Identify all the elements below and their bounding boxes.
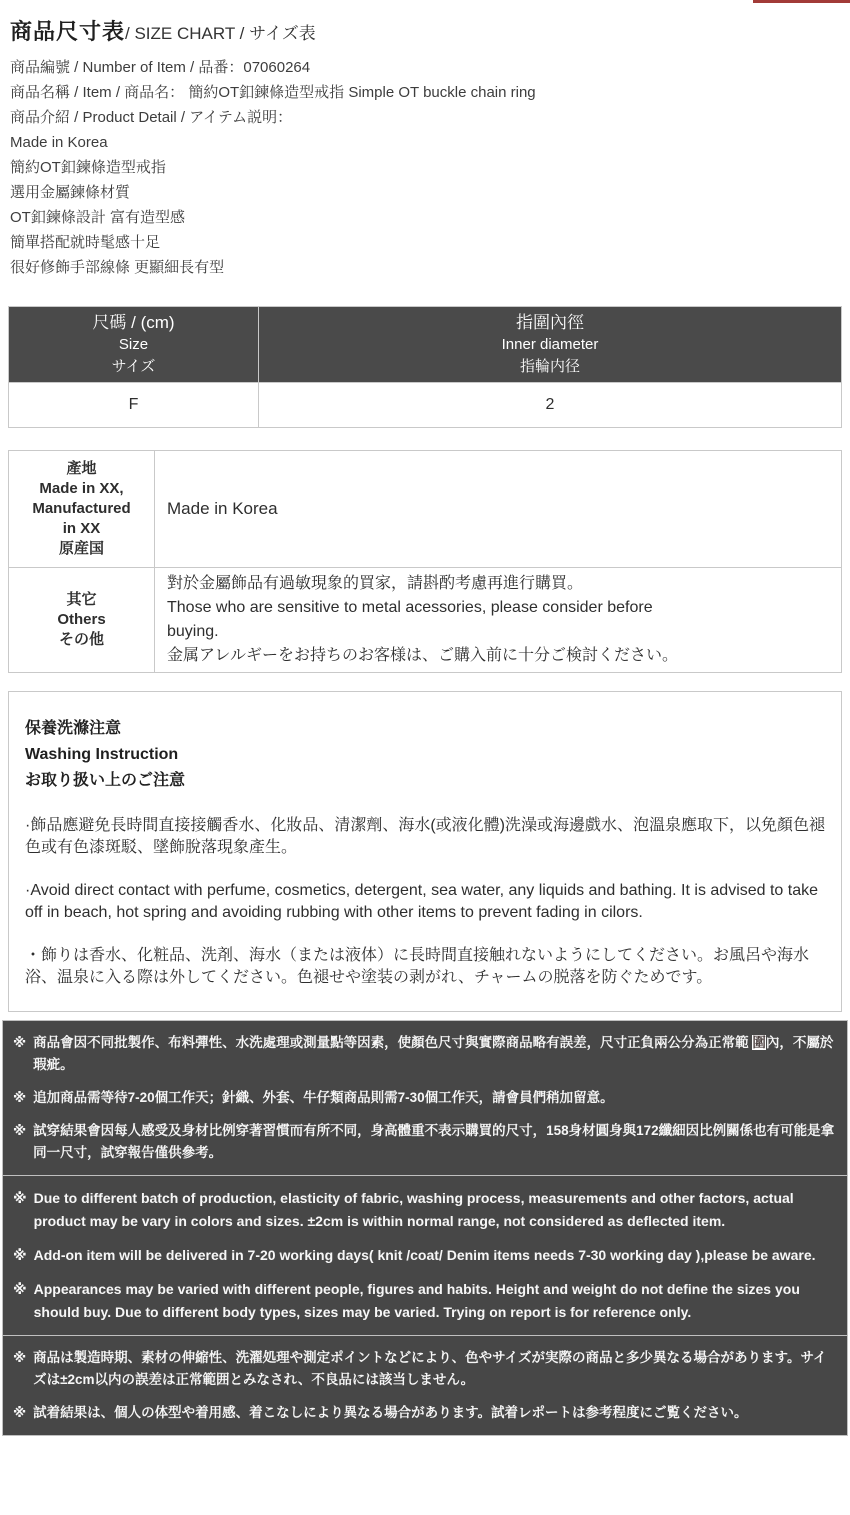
note-marker: ※ bbox=[13, 1350, 27, 1365]
note-marker: ※ bbox=[13, 1123, 27, 1138]
origin-label-cell bbox=[9, 451, 155, 568]
diameter-header-line: Inner diameter bbox=[501, 336, 599, 353]
size-header-line: 尺碼 / (cm) bbox=[92, 313, 175, 332]
note-text: 追加商品需等待7-20個工作天；針織、外套、牛仔類商品則需7-30個工作天，請會員們稍加留意。 bbox=[33, 1090, 614, 1105]
notes-section bbox=[2, 1020, 848, 1436]
note-text: 試穿結果會因每人感受及身材比例穿著習慣而有所不同，身高體重不表示購買的尺寸，158身材圓身與172纖細因比例關係也有可能是拿同一尺寸，試穿報告僅供參考。 bbox=[33, 1123, 835, 1160]
note-text: 商品會因不同批製作、布料彈性、水洗處理或測量點等因素，使顏色尺寸與實際商品略有誤差，尺寸正負兩公分為正常範 圍內，不屬於瑕疵。 bbox=[33, 1035, 834, 1072]
origin-label-line: in XX bbox=[62, 520, 101, 537]
product-name-line: 商品名稱 / Item / 商品名： 簡約OT釦鍊條造型戒指 Simple OT buckle chain ring bbox=[10, 84, 536, 101]
note-item bbox=[13, 1278, 837, 1324]
inner-diameter-column-header bbox=[259, 307, 842, 383]
note-item bbox=[13, 1032, 837, 1076]
note-item bbox=[13, 1244, 837, 1267]
product-detail-line: Made in Korea bbox=[10, 134, 108, 151]
note-item bbox=[13, 1402, 837, 1424]
washing-paragraph-jp: ・飾りは香水、化粧品、洗剤、海水（または液体）に長時間直接触れないようにしてください。お風呂や海水浴、温泉に入る際は外してください。色褪せや塗装の剥がれ、チャームの脱落を防ぐためです。 bbox=[25, 947, 810, 986]
product-number-line: 商品編號 / Number of Item / 品番：07060264 bbox=[10, 59, 311, 76]
top-accent-bar bbox=[753, 0, 850, 3]
washing-paragraph-en: ·Avoid direct contact with perfume, cosmetics, detergent, sea water, any liquids and bathing. It is advised to take off in beach, hot spring and avoiding rubbing with other items to prevent fading in cilors. bbox=[25, 882, 819, 921]
others-row bbox=[9, 568, 842, 673]
others-label-line: その他 bbox=[58, 631, 104, 648]
highlighted-character: 圍 bbox=[752, 1035, 766, 1050]
others-label-line: Others bbox=[57, 611, 106, 628]
note-text: Due to different batch of production, elasticity of fabric, washing process, measurements and other factors, actual product may be vary in colors and sizes. ±2cm is within normal range, not considered as deflected item. bbox=[33, 1190, 794, 1229]
notes-panel-chinese bbox=[3, 1021, 847, 1175]
note-item bbox=[13, 1087, 837, 1109]
origin-label-line: Made in XX, bbox=[39, 480, 124, 497]
product-detail-line: 簡單搭配就時髦感十足 bbox=[10, 234, 161, 251]
origin-label-line: 產地 bbox=[66, 460, 97, 477]
diameter-header-line: 指輪内径 bbox=[519, 358, 580, 375]
note-marker: ※ bbox=[13, 1405, 27, 1420]
product-detail-line: 很好修飾手部線條 更顯細長有型 bbox=[10, 259, 225, 276]
note-marker: ※ bbox=[13, 1190, 27, 1206]
washing-heading-line: お取り扱い上のご注意 bbox=[25, 772, 186, 789]
page-title-translations: / SIZE CHART / サイズ表 bbox=[125, 24, 316, 43]
page-header bbox=[0, 0, 850, 46]
others-label-cell bbox=[9, 568, 155, 673]
origin-label-line: Manufactured bbox=[32, 500, 131, 517]
note-item bbox=[13, 1187, 837, 1233]
size-column-header bbox=[9, 307, 259, 383]
product-detail-line: 選用金屬鍊條材質 bbox=[10, 184, 131, 201]
page-title: 商品尺寸表 bbox=[10, 19, 126, 44]
others-label-line: 其它 bbox=[66, 591, 97, 608]
product-detail-line: OT釦鍊條設計 富有造型感 bbox=[10, 209, 185, 226]
notes-panel-english bbox=[3, 1175, 847, 1335]
size-value-cell: F bbox=[9, 383, 259, 428]
size-header-line: サイズ bbox=[111, 358, 156, 375]
others-value-line: 金属アレルギーをお持ちのお客様は、ご購入前に十分ご検討ください。 bbox=[167, 647, 678, 664]
note-item bbox=[13, 1120, 837, 1164]
origin-row bbox=[9, 451, 842, 568]
size-chart-header-row bbox=[9, 307, 842, 383]
note-text: 試着結果は、個人の体型や着用感、着こなしにより異なる場合があります。試着レポートは参考程度にご覧ください。 bbox=[33, 1405, 748, 1420]
others-value-line: Those who are sensitive to metal acessories, please consider before bbox=[167, 599, 653, 616]
washing-heading bbox=[25, 716, 825, 794]
others-value-cell bbox=[155, 568, 842, 673]
washing-heading-line: Washing Instruction bbox=[25, 746, 179, 763]
product-info-block bbox=[0, 46, 850, 280]
note-item bbox=[13, 1347, 837, 1391]
origin-others-table bbox=[8, 450, 842, 673]
product-detail-label-line: 商品介紹 / Product Detail / アイテム説明： bbox=[10, 109, 293, 126]
note-marker: ※ bbox=[13, 1247, 27, 1263]
note-marker: ※ bbox=[13, 1035, 27, 1050]
note-text: Add-on item will be delivered in 7-20 working days( knit /coat/ Denim items needs 7-30 working day ),please be aware. bbox=[33, 1247, 816, 1263]
washing-paragraph-zh: ·飾品應避免長時間直接接觸香水、化妝品、清潔劑、海水(或液化體)洗澡或海邊戲水、泡溫泉應取下，以免顏色褪色或有色漆斑駁、墜飾脫落現象產生。 bbox=[25, 817, 825, 856]
diameter-header-line: 指圍內徑 bbox=[516, 313, 584, 332]
size-chart-table bbox=[8, 306, 842, 428]
origin-value-cell: Made in Korea bbox=[155, 451, 842, 568]
product-detail-line: 簡約OT釦鍊條造型戒指 bbox=[10, 159, 166, 176]
washing-instruction-box bbox=[8, 691, 842, 1012]
size-chart-data-row bbox=[9, 383, 842, 428]
note-text: 商品は製造時期、素材の伸縮性、洗濯処理や測定ポイントなどにより、色やサイズが実際の商品と多少異なる場合があります。サイズは±2cm以内の誤差は正常範囲とみなされ、不良品には該当しません。 bbox=[33, 1350, 827, 1387]
others-value-line: buying. bbox=[167, 623, 219, 640]
size-header-line: Size bbox=[118, 336, 149, 353]
others-value-line: 對於金屬飾品有過敏現象的買家，請斟酌考慮再進行購買。 bbox=[167, 575, 584, 592]
origin-label-line: 原産国 bbox=[58, 540, 104, 557]
note-marker: ※ bbox=[13, 1281, 27, 1297]
washing-heading-line: 保養洗滌注意 bbox=[25, 720, 122, 737]
notes-panel-japanese bbox=[3, 1335, 847, 1435]
note-marker: ※ bbox=[13, 1090, 27, 1105]
diameter-value-cell: 2 bbox=[259, 383, 842, 428]
note-text: Appearances may be varied with different people, figures and habits. Height and weight do not define the sizes you should buy. Due to different body types, sizes may be varied. Trying on report is for reference only. bbox=[33, 1281, 800, 1320]
